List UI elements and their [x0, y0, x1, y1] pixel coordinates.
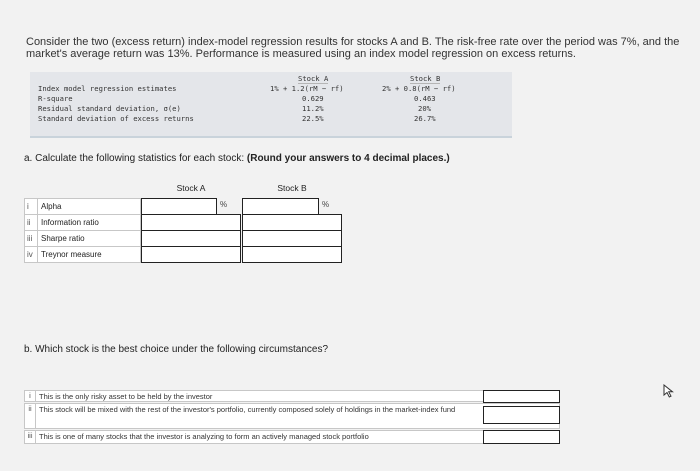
row-label: Alpha [41, 202, 62, 211]
treynor-measure-stock-a-input[interactable] [141, 246, 241, 263]
part-b-answer-1-input[interactable] [483, 390, 560, 403]
row-label-excess-sd: Standard deviation of excess returns [38, 114, 194, 123]
part-b-answer-2-input[interactable] [483, 406, 560, 424]
stock-b-header: Stock B [410, 74, 441, 83]
regression-data-table [30, 72, 512, 138]
row-text: This is one of many stocks that the investor is analyzing to form an actively managed stock portfolio [39, 432, 369, 441]
row-label-r-square: R-square [38, 94, 73, 103]
part-a-prefix: a. Calculate the following statistics for each stock: [24, 153, 245, 164]
stock-b-residual-sd: 20% [418, 104, 431, 113]
stock-a-excess-sd: 22.5% [302, 114, 324, 123]
alpha-stock-b-percent: % [322, 200, 330, 209]
part-b-answer-3-input[interactable] [483, 430, 560, 444]
row-treynor-measure [24, 246, 141, 263]
row-number: ii [25, 215, 38, 230]
row-label-residual-sd: Residual standard deviation, σ(e) [38, 104, 181, 113]
stock-a-r-square: 0.629 [302, 94, 324, 103]
row-label: Sharpe ratio [41, 234, 85, 243]
row-number: i [25, 391, 36, 401]
information-ratio-stock-b-input[interactable] [242, 214, 342, 231]
part-b-row-only-risky-asset [24, 390, 560, 402]
part-b-row-mixed-portfolio [24, 403, 560, 429]
col-header-stock-a: Stock A [176, 183, 206, 193]
problem-statement: Consider the two (excess return) index-model regression results for stocks A and B. The risk-free rate over the period was 7%, and the market's average return was 13%. Performance is measured using an index model regression on excess returns. [26, 36, 680, 60]
information-ratio-stock-a-input[interactable] [141, 214, 241, 231]
cursor-pointer-icon [663, 384, 675, 398]
stock-b-excess-sd: 26.7% [414, 114, 436, 123]
treynor-measure-stock-b-input[interactable] [242, 246, 342, 263]
col-header-stock-b: Stock B [277, 183, 307, 193]
row-sharpe-ratio [24, 230, 141, 247]
alpha-stock-b-input[interactable] [242, 198, 319, 215]
row-number: iii [25, 231, 38, 246]
part-b-question: b. Which stock is the best choice under the following circumstances? [24, 344, 329, 355]
row-text: This stock will be mixed with the rest of the investor's portfolio, currently composed solely of holdings in the market-index fund [39, 405, 456, 414]
part-a-question [24, 153, 450, 164]
stock-a-residual-sd: 11.2% [302, 104, 324, 113]
part-a-emphasis: (Round your answers to 4 decimal places.) [246, 153, 450, 164]
sharpe-ratio-stock-a-input[interactable] [141, 230, 241, 247]
row-label: Treynor measure [41, 250, 102, 259]
alpha-stock-a-percent: % [220, 200, 228, 209]
row-information-ratio [24, 214, 141, 231]
row-label-estimates: Index model regression estimates [38, 84, 177, 93]
stock-b-r-square: 0.463 [414, 94, 436, 103]
stock-a-header: Stock A [298, 74, 329, 83]
alpha-stock-a-input[interactable] [141, 198, 217, 215]
stock-a-estimate: 1% + 1.2(rM − rf) [270, 84, 344, 93]
row-alpha [24, 198, 141, 215]
sharpe-ratio-stock-b-input[interactable] [242, 230, 342, 247]
row-text: This is the only risky asset to be held by the investor [39, 392, 213, 401]
row-number: iii [25, 431, 36, 443]
row-number: i [25, 199, 38, 214]
part-b-row-active-portfolio [24, 430, 560, 444]
row-number: iv [25, 247, 38, 262]
row-number: ii [25, 404, 36, 428]
stock-b-estimate: 2% + 0.8(rM − rf) [382, 84, 456, 93]
row-label: Information ratio [41, 218, 99, 227]
